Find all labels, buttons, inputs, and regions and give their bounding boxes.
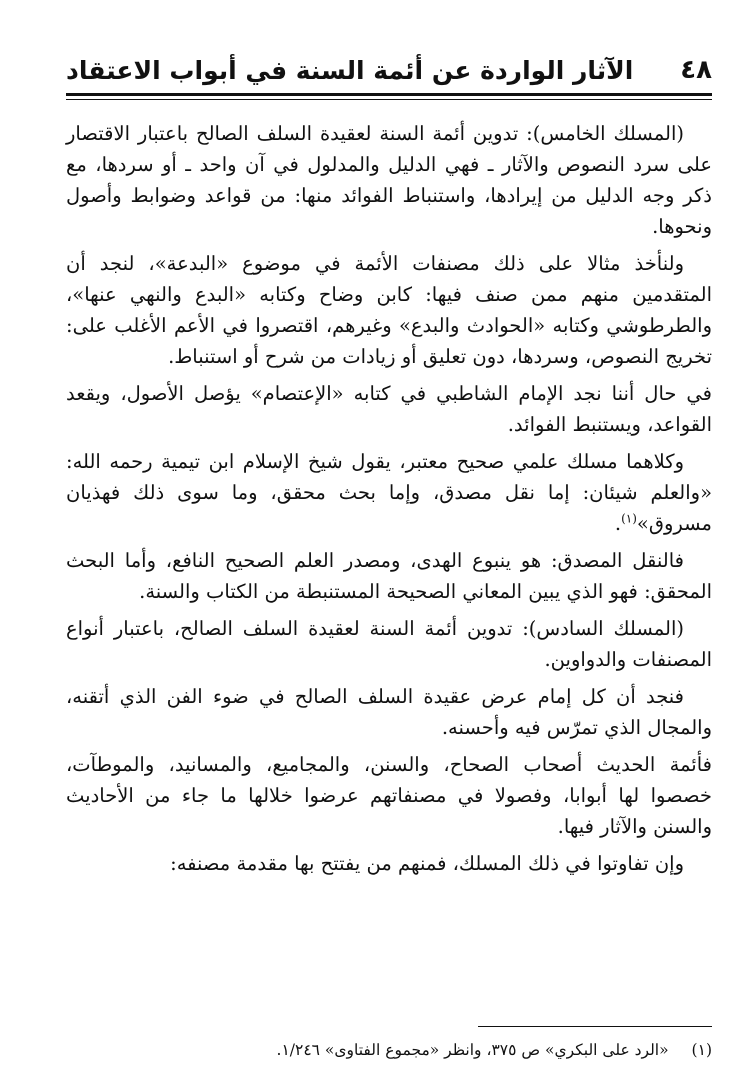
- paragraph: فالنقل المصدق: هو ينبوع الهدى، ومصدر العلم الصحيح النافع، وأما البحث المحقق: فهو الذي يبين المعاني الصحيحة المستنبطة من الكتاب والسنة.: [66, 549, 712, 603]
- page-header: [66, 50, 712, 90]
- paragraph-with-footnote: [66, 446, 712, 539]
- paragraph: وإن تفاوتوا في ذلك المسلك، فمنهم من يفتتح بها مقدمة مصنفه:: [170, 852, 684, 875]
- paragraph: فنجد أن كل إمام عرض عقيدة السلف الصالح في ضوء الفن الذي أتقنه، والمجال الذي تمرّس فيه وأحسنه.: [66, 685, 712, 739]
- body-text: [66, 118, 712, 885]
- header-rule-thick: [66, 93, 712, 96]
- footnote-reference: (١): [621, 511, 637, 526]
- running-title: الآثار الواردة عن أئمة السنة في أبواب الاعتقاد: [66, 55, 634, 85]
- paragraph: فأئمة الحديث أصحاب الصحاح، والسنن، والمجاميع، والمسانيد، والموطآت، خصصوا لها أبوابا، وفصولا في مصنفاتهم عرضوا خلالها ما جاء من الأحاديث والسنن والآثار فيها.: [66, 753, 712, 838]
- page-number: ٤٨: [680, 55, 712, 85]
- footnote: [66, 1038, 712, 1062]
- paragraph: ولنأخذ مثالا على ذلك مصنفات الأئمة في موضوع «البدعة»، لنجد أن المتقدمين منهم ممن صنف فيها: كابن وضاح وكتابه «البدع والنهي عنها»، والطرطوشي وكتابه «الحوادث والبدع» وغيرهم، اقتصروا في الأعم الأغلب على: تخريج النصوص، وسردها، دون تعليق أو زيادات من شرح أو استنباط.: [66, 252, 712, 368]
- paragraph: (المسلك الخامس): تدوين أئمة السنة لعقيدة السلف الصالح باعتبار الاقتصار على سرد النصوص والآثار ـ فهي الدليل والمدلول في آن واحد ـ أو سردها، مع ذكر وجه الدليل من إيرادها، واستنباط الفوائد منها: من قواعد وضوابط وأصول ونحوها.: [66, 122, 712, 238]
- footnote-number: (١): [691, 1041, 712, 1059]
- paragraph: في حال أننا نجد الإمام الشاطبي في كتابه «الإعتصام» يؤصل الأصول، ويقعد القواعد، ويستنبط الفوائد.: [66, 382, 712, 436]
- paragraph: (المسلك السادس): تدوين أئمة السنة لعقيدة السلف الصالح، باعتبار أنواع المصنفات والدواوين.: [66, 617, 712, 671]
- footnote-text: «الرد على البكري» ص ٣٧٥، وانظر «مجموع الفتاوى» ١/٢٤٦.: [276, 1041, 669, 1059]
- footnote-separator: [478, 1026, 712, 1027]
- paragraph-end-mark: .: [614, 512, 622, 535]
- header-rule-thin: [66, 99, 712, 100]
- paragraph-text: وكلاهما مسلك علمي صحيح معتبر، يقول شيخ الإسلام ابن تيمية رحمه الله: «والعلم شيئان: إما نقل مصدق، وإما بحث محقق، وما سوى ذلك فهذيان مسروق»: [66, 450, 712, 535]
